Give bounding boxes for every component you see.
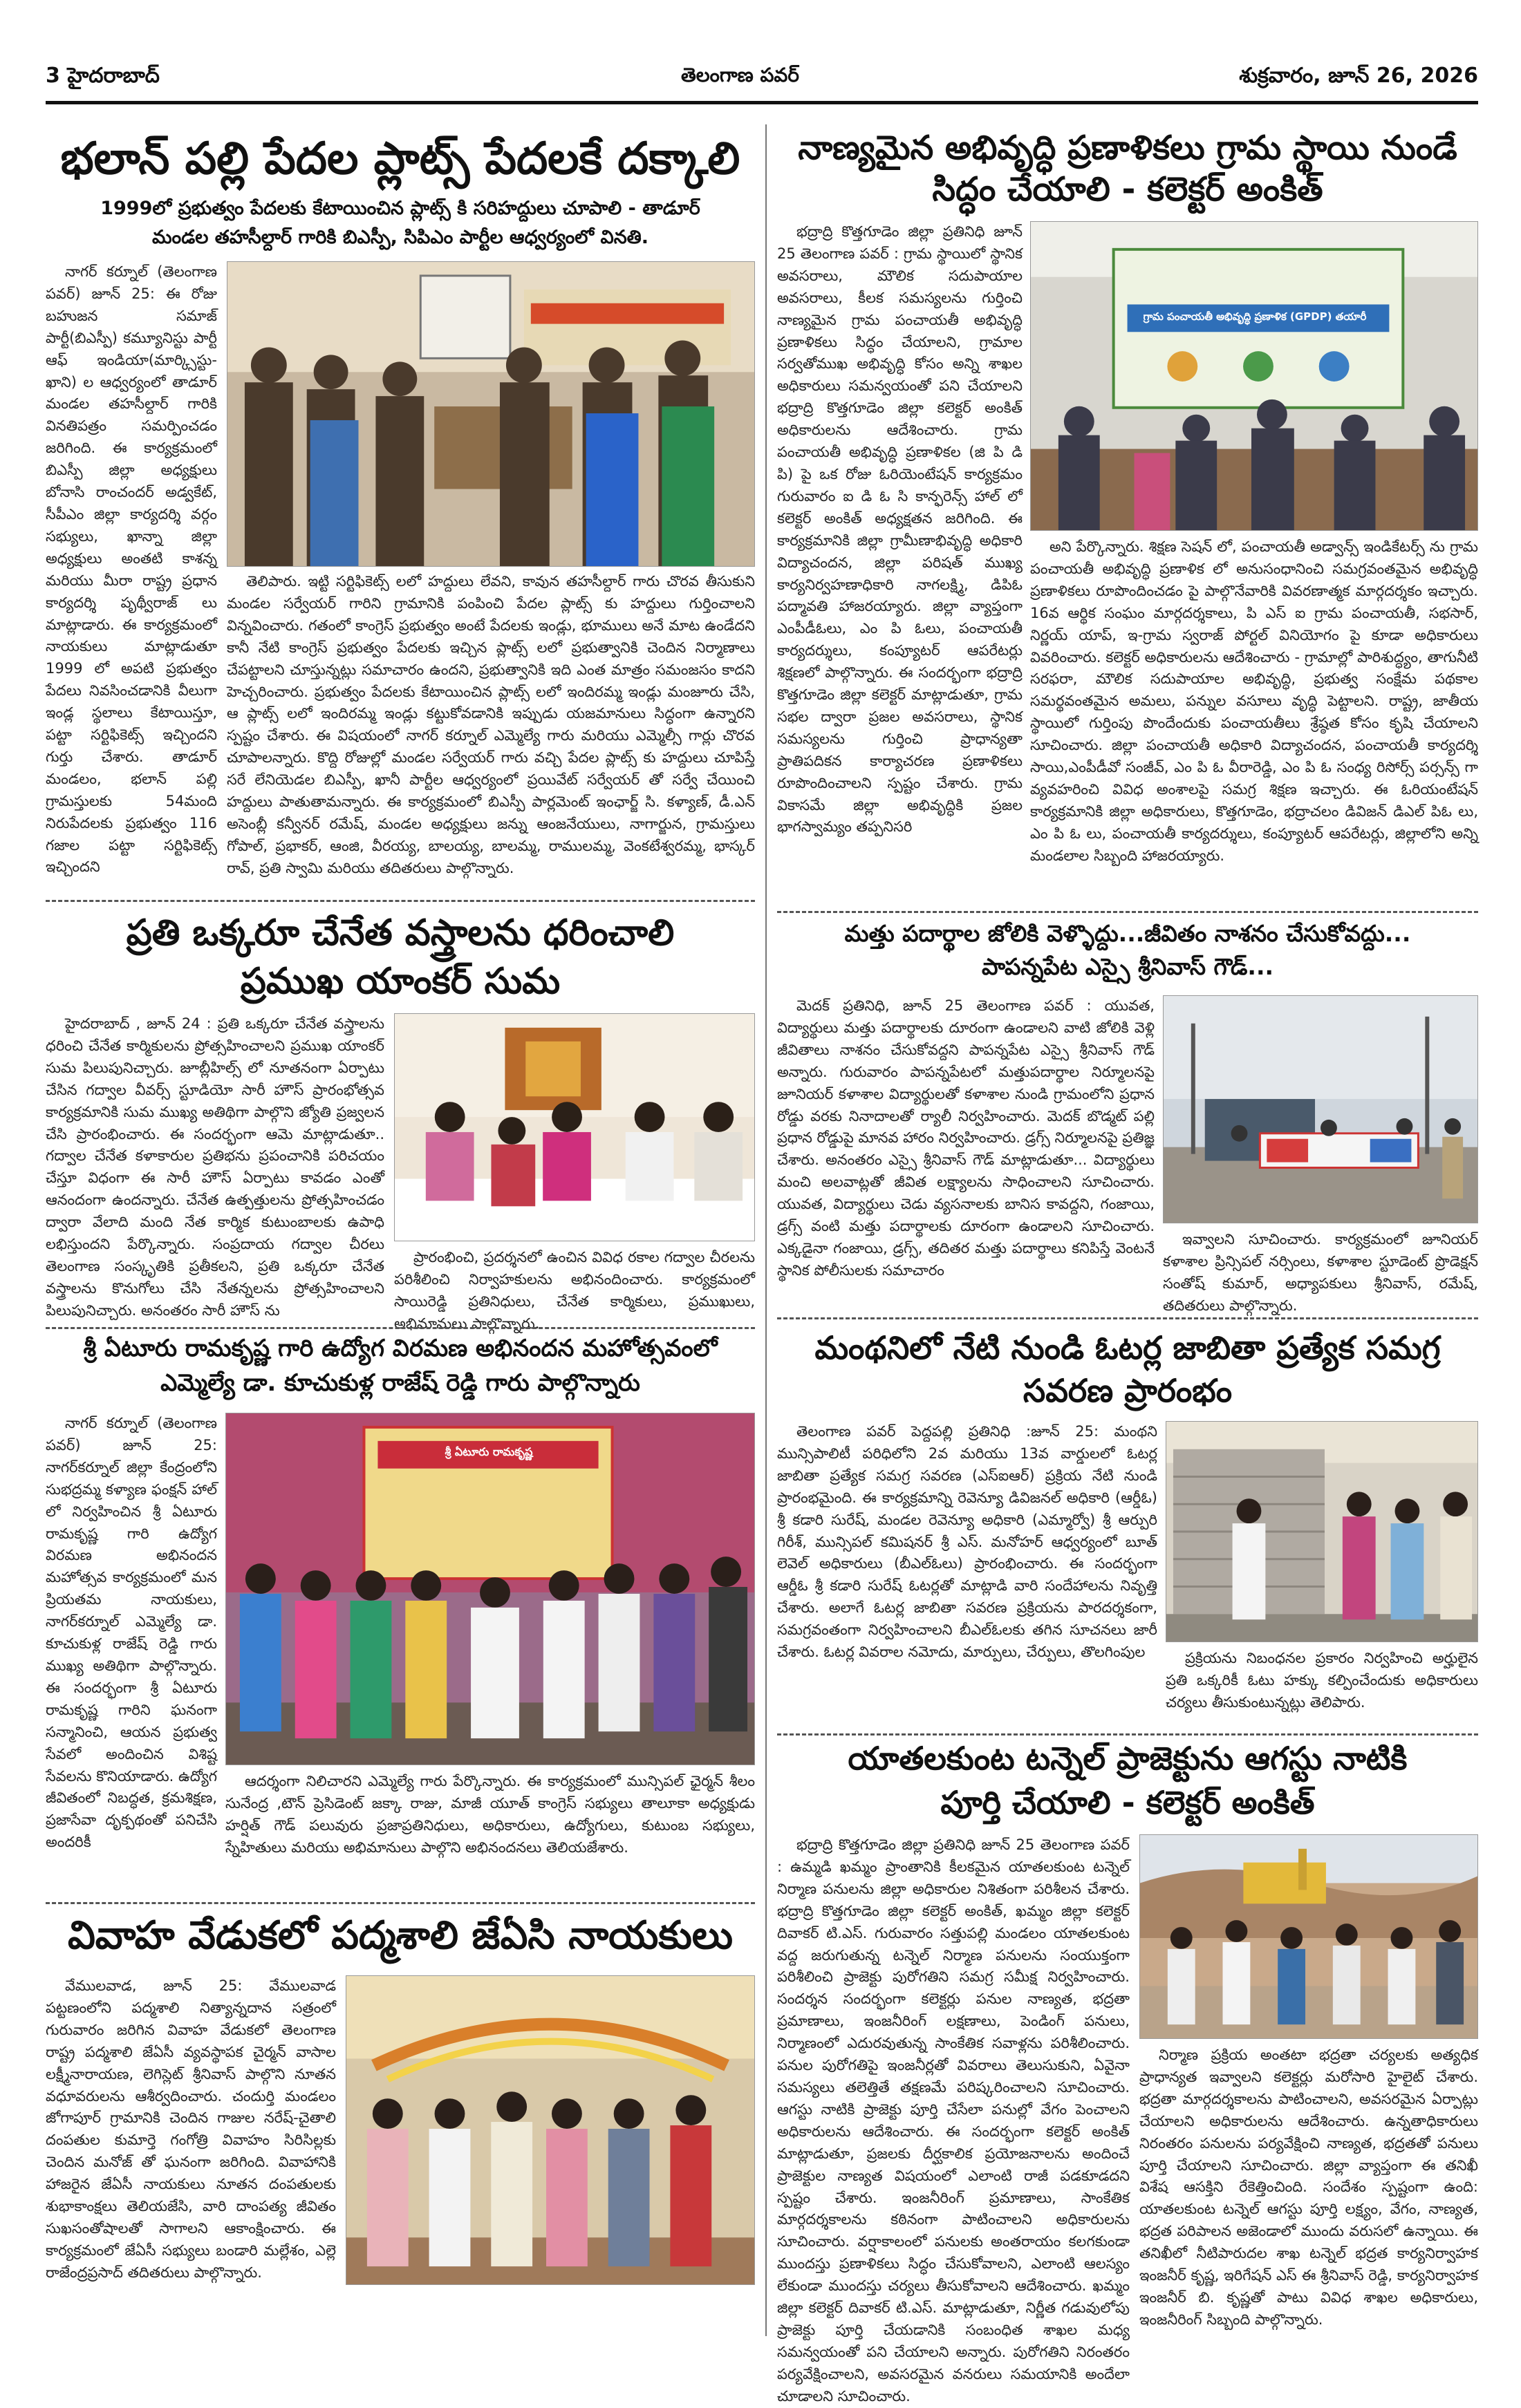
a6-col2-text: ప్రక్రియను నిబంధనల ప్రకారం నిర్వహించి అర్హులైన ప్రతి ఒక్కరికీ ఓటు హక్కు కల్పించేందుకు అధికారులు చర్యలు తీసుకుంటున్నట్లు తెలిపారు.: [1166, 1650, 1478, 1711]
a6-photo: [1166, 1421, 1478, 1642]
a5-photo: [225, 1413, 755, 1765]
a5-col2-text: ఆదర్శంగా నిలిచారని ఎమ్మెల్యే గారు పేర్కొన్నారు. ఈ కార్యక్రమంలో మున్సిపల్ ఛైర్మన్ శీలం సునేంద్ర ,టౌన్ ప్రెసిడెంట్ జక్కా రాజు, మాజీ యూత్ కాంగ్రెస్ సభ్యులు తాలూకా అధ్యక్షుడు హర్షిత్ గౌడ్ పలువురు ప్రజాప్రతినిధులు, అధికారులు, ఉద్యోగులు, కుటుంబ సభ్యులు, స్నేహితులు మరియు అభిమానులు పాల్గొని అభినందనలు తెలియజేశారు.: [225, 1773, 755, 1856]
a8-headline: వివాహ వేడుకలో పద్మశాలి జేఏసి నాయకులు: [67, 1913, 733, 1958]
masthead: తెలంగాణ పవర్: [681, 64, 799, 86]
a4-photo: [1163, 995, 1478, 1223]
a5-divider: [46, 1902, 755, 1904]
page-number-city: 3 హైదరాబాద్: [46, 64, 160, 88]
a1-subheadline-1: 1999లో ప్రభుత్వం పేదలకు కేటాయించిన ప్లాట్స్ కి సరిహద్దులు చూపాలి - తాడూర్: [100, 198, 700, 219]
a4-body-col2: [1163, 1229, 1478, 1314]
a1-photo: [227, 261, 755, 567]
a2-body-col1: [777, 221, 1023, 857]
a3-headline-1: ప్రతి ఒక్కరూ చేనేత వస్త్రాలను ధరించాలి: [126, 912, 675, 954]
a7-headline-2: పూర్తి చేయాలి - కలెక్టర్ అంకిత్: [940, 1784, 1315, 1821]
a7-col1-text: భద్రాద్రి కొత్తగూడెం జిల్లా ప్రతినిధి జూన్ 25 తెలంగాణ పవర్ : ఉమ్మడి ఖమ్మం ప్రాంతానికి కీలకమైన యాతలకుంట టన్నెల్ నిర్మాణ పనులను జిల్లా అధికారుల నిశితంగా పరిశీలన చేశారు. భద్రాద్రి కొత్తగూడెం జిల్లా కలెక్టర్ అంకిత్, ఖమ్మం జిల్లా కలెక్టర్ దివాకర్ టి.ఎస్. గురువారం సత్తుపల్లి మండలం యాతలకుంట వద్ద జరుగుతున్న టన్నెల్ నిర్మాణ పనులను సంయుక్తంగా పరిశీలించి ప్రాజెక్టు పురోగతిని సమగ్ర సమీక్ష నిర్వహించారు. సందర్శన సందర్భంగా కలెక్టర్లు పనుల నాణ్యత, భద్రతా ప్రమాణాలు, ఇంజనీరింగ్ లక్షణాలు, పెండింగ్ పనులు, నిర్మాణంలో ఎదురవుతున్న సాంకేతిక సవాళ్లను పరిశీలించారు. పనుల పురోగతిపై ఇంజనీర్లతో వివరాలు తెలుసుకుని, ఏవైనా సమస్యలు తలెత్తితే తక్షణమే పరిష్కరించాలని సూచించారు. ఆగస్టు నాటికి ప్రాజెక్టు పూర్తి చేసేలా పనుల్లో వేగం పెంచాలని అధికారులను ఆదేశించారు. ఈ సందర్భంగా కలెక్టర్ అంకిత్ మాట్లాడుతూ, ప్రజలకు దీర్ఘకాలిక ప్రయోజనాలను అందించే ప్రాజెక్టుల నాణ్యత విషయంలో ఎలాంటి రాజీ పడకూడదని స్పష్టం చేశారు. ఇంజనీరింగ్ ప్రమాణాలు, సాంకేతిక మార్గదర్శకాలను కఠినంగా పాటించాలని అధికారులను సూచించారు. వర్షాకాలంలో పనులకు అంతరాయం కలగకుండా ముందస్తు ప్రణాళికలు సిద్ధం చేసుకోవాలని, ఎలాంటి ఆలస్యం లేకుండా ముందస్తు చర్యలు తీసుకోవాలని ఆదేశించారు. ఖమ్మం జిల్లా కలెక్టర్ దివాకర్ టి.ఎస్. మాట్లాడుతూ, నిర్ణీత గడువులోపు ప్రాజెక్టు పూర్తి చేయడానికి సంబంధిత శాఖల మధ్య సమన్వయంతో పని చేయాలని అన్నారు. పురోగతిని నిరంతరం పర్యవేక్షించాలని, అవసరమైన వనరులు సమయానికి అందేలా చూడాలని సూచించారు.: [777, 1836, 1130, 2405]
a5-photo-graphic: [226, 1413, 754, 1765]
header-rule: [46, 101, 1478, 104]
a7-col2-text: నిర్మాణ ప్రక్రియ అంతటా భద్రతా చర్యలకు అత్యధిక ప్రాధాన్యత ఇవ్వాలని కలెక్టర్లు మరోసారి హైలైట్ చేశారు. భద్రతా మార్గదర్శకాలను పాటించాలని, అవసరమైన ఏర్పాట్లు చేయాలని అధికారులను ఆదేశించారు. ఉన్నతాధికారులు నిరంతరం పనులను పర్యవేక్షించి నాణ్యత, భద్రతతో పనులు పూర్తి చేయాలని సూచించారు. జిల్లా వ్యాప్తంగా ఈ తనిఖీ విశేష ఆసక్తిని రేకెత్తించింది. సందేశం స్పష్టంగా ఉంది: యాతలకుంట టన్నెల్ ఆగస్టు పూర్తి లక్ష్యం, వేగం, నాణ్యత, భద్రత పరిపాలన అజెండాలో ముందు వరుసలో ఉన్నాయి. ఈ తనిఖీలో నీటిపారుదల శాఖ టన్నెల్ భద్రత కార్యనిర్వాహక ఇంజనీర్ కృష్ణ, ఇరిగేషన్ ఎస్ ఈ శ్రీనివాస్ రెడ్డి, కార్యనిర్వాహక ఇంజనీర్ బి. కృష్ణతో పాటు వివిధ శాఖల అధికారులు, ఇంజనీరింగ్ సిబ్బంది పాల్గొన్నారు.: [1139, 2047, 1478, 2328]
a8-photo-graphic: [346, 1976, 754, 2284]
a5-col1-text: నాగర్ కర్నూల్ (తెలంగాణ పవర్) జూన్ 25: నాగర్‌కర్నూల్ జిల్లా కేంద్రంలోని సుభద్రమ్మ కళ్యాణ ఫంక్షన్ హాల్ లో నిర్వహించిన శ్రీ ఏటూరు రామకృష్ణ గారి ఉద్యోగ విరమణ అభినందన మహోత్సవ కార్యక్రమంలో మన ప్రియతమ నాయకులు, నాగర్‌కర్నూల్ ఎమ్మెల్యే డా. కూచుకుళ్ల రాజేష్ రెడ్డి గారు ముఖ్య అతిథిగా పాల్గొన్నారు. ఈ సందర్భంగా శ్రీ ఏటూరు రామకృష్ణ గారిని ఘనంగా సన్మానించి, ఆయన ప్రభుత్వ సేవలో అందించిన విశిష్ట సేవలను కొనియాడారు. ఉద్యోగ జీవితంలో నిబద్ధత, క్రమశిక్షణ, ప్రజాసేవా దృక్పథంతో పనిచేసి అందరికీ: [46, 1415, 217, 1851]
a6-divider: [777, 1733, 1478, 1736]
column-divider: [765, 124, 767, 2336]
a4-headline-2: పాపన్నపేట ఎస్సై శ్రీనివాస్ గౌడ్...: [981, 953, 1274, 980]
a8-body-col1: [46, 1975, 336, 2342]
a4-photo-graphic: [1164, 996, 1477, 1223]
a8-photo: [346, 1975, 755, 2285]
a3-col2-text: ప్రారంభించి, ప్రదర్శనలో ఉంచిన వివిధ రకాల గద్వాల చీరలను పరిశీలించి నిర్వాహకులను అభినందించారు. కార్యక్రమంలో సాయిరెడ్డి ప్రతినిధులు, చేనేత కార్మికులు, ప్రముఖులు, అభిమానులు పాల్గొన్నారు.: [394, 1249, 755, 1332]
a3-body-col1: [46, 1013, 384, 1317]
a1-body-col1: [46, 261, 217, 876]
a1-col1-text: నాగర్ కర్నూల్ (తెలంగాణ పవర్) జూన్ 25: ఈ రోజు బహుజన సమాజ్ పార్టీ(బిఎస్పీ) కమ్యూనిస్టు పార్టీ ఆఫ్ ఇండియా(మార్క్సిస్టు-ఖాని) ల ఆధ్వర్యంలో తాడూర్ మండల తహసీల్దార్ గారికి వినతిపత్రం సమర్పించడం జరిగింది. ఈ కార్యక్రమంలో బిఎస్పీ జిల్లా అధ్యక్షులు బోనాసి రాంచందర్ అడ్వకేట్, సీపీఎం జిల్లా కార్యదర్శి వర్గం సభ్యులు, ఖాన్నా జిల్లా అధ్యక్షులు అంతటి కాశన్న మరియు మీరా రాష్ట్ర ప్రధాన కార్యదర్శి పృథ్వీరాజ్ లు మాట్లాడారు. ఈ కార్యక్రమంలో నాయకులు మాట్లాడుతూ 1999 లో అపటి ప్రభుత్వం పేదలు నివసించడానికి వీలుగా ఇండ్ల స్థలాలు కేటాయిస్తూ, పట్టా సర్టిఫికెట్స్ ఇచ్చిందని గుర్తు చేశారు. తాడూర్ మండలం, భలాన్ పల్లి గ్రామస్తులకు 54మంది నిరుపేదలకు ప్రభుత్వం 116 గజాల పట్టా సర్టిఫికెట్స్ ఇచ్చిందని: [46, 263, 217, 876]
a7-body-col1: [777, 1834, 1130, 2405]
a7-body-col2: [1139, 2044, 1478, 2342]
a5-photo-banner-text: శ్రీ ఏటూరు రామకృష్ణ: [445, 1445, 533, 1458]
a3-headline-2: ప్రముఖ యాంకర్ సుమ: [240, 961, 561, 1002]
a6-photo-graphic: [1166, 1422, 1477, 1642]
a2-headline: నాణ్యమైన అభివృద్ధి ప్రణాళికలు గ్రామ స్థాయి నుండే సిద్ధం చేయాలి - కలెక్టర్ అంకిత్: [798, 129, 1457, 209]
a2-col1-text: భద్రాద్రి కొత్తగూడెం జిల్లా ప్రతినిధి జూన్ 25 తెలంగాణ పవర్ : గ్రామ స్థాయిలో స్థానిక అవసరాలు, మౌలిక సదుపాయాల అవసరాలు, కీలక సమస్యలను గుర్తించి నాణ్యమైన గ్రామ పంచాయతీ అభివృద్ధి ప్రణాళికలు సిద్ధం చేయాలని, గ్రామాల సర్వతోముఖ అభివృద్ధి కోసం అన్ని శాఖల అధికారులు సమన్వయంతో పని చేయాలని భద్రాద్రి కొత్తగూడెం జిల్లా కలెక్టర్ అంకిత్ అధికారులను ఆదేశించారు. గ్రామ పంచాయతీ అభివృద్ధి ప్రణాళికల (జి పి డి పి) పై ఒక రోజు ఓరియెంటేషన్ కార్యక్రమం గురువారం ఐ డి ఓ సి కాన్ఫరెన్స్ హాల్ లో కలెక్టర్ అంకిత్ అధ్యక్షతన జరిగింది. ఈ కార్యక్రమానికి జిల్లా గ్రామీణాభివృద్ధి అధికారి విద్యాచందన, జిల్లా పరిషత్ ముఖ్య కార్యనిర్వహణాధికారి నాగలక్ష్మి, డిపిఓ పద్మావతి హాజరయ్యారు. జిల్లా వ్యాప్తంగా ఎంపీడీఓలు, ఎం పి ఓలు, పంచాయతీ కార్యదర్శులు, కంప్యూటర్ ఆపరేటర్లు శిక్షణలో పాల్గొన్నారు. ఈ సందర్భంగా భద్రాద్రి కొత్తగూడెం జిల్లా కలెక్టర్ మాట్లాడుతూ, గ్రామ సభల ద్వారా ప్రజల అవసరాలు, స్థానిక సమస్యలను గుర్తించి ప్రాధాన్యతా ప్రాతిపదికన కార్యాచరణ ప్రణాళికలు రూపొందించాలని స్పష్టం చేశారు. గ్రామ వికాసమే జిల్లా అభివృద్ధికి ప్రజల భాగస్వామ్యం తప్పనిసరి: [777, 223, 1023, 836]
a3-body-col2: [394, 1247, 755, 1332]
a6-headline-1: మంథనిలో నేటి నుండి ఓటర్ల జాబితా ప్రత్యేక సమగ్ర: [814, 1329, 1441, 1366]
a8-col1-text: వేములవాడ, జూన్ 25: వేములవాడ పట్టణంలోని పద్మశాలి నిత్యాన్నదాన సత్రంలో గురువారం జరిగిన వివాహ వేడుకలో తెలంగాణ రాష్ట్ర పద్మశాలి జేఏసీ వ్యవస్థాపక చైర్మన్ వాసాల లక్ష్మీనారాయణ, లెగిస్లెట్ శ్రీనివాస్ పాల్గొని నూతన వధూవరులను ఆశీర్వదించారు. చందుర్తి మండలం జోగాపూర్ గ్రామానికి చెందిన గాజుల నరేష్-చైతాలి దంపతుల కుమార్తె గంగోత్రి వివాహం సిరిసిల్లకు చెందిన మనోజ్ తో ఘనంగా జరిగింది. వివాహానికి హాజరైన జేఏసీ నాయకులు నూతన దంపతులకు శుభాకాంక్షలు తెలియజేసి, వారి దాంపత్య జీవితం సుఖసంతోషాలతో సాగాలని ఆకాంక్షించారు. ఈ కార్యక్రమంలో జేఏసీ సభ్యులు బండారి మల్లేశం, ఎల్లె రాజేంద్రప్రసాద్ తదితరులు పాల్గొన్నారు.: [46, 1977, 336, 2281]
a2-photo-graphic: [1031, 222, 1477, 530]
a7-photo: [1139, 1834, 1478, 2039]
a6-body-col1: [777, 1421, 1157, 1724]
a2-photo-banner-text: గ్రామ పంచాయతీ అభివృద్ధి ప్రణాళిక (GPDP) తయారీ: [1143, 310, 1367, 323]
a3-photo: [394, 1013, 755, 1241]
a4-col1-text: మెదక్ ప్రతినిధి, జూన్ 25 తెలంగాణ పవర్ : యువత, విద్యార్థులు మత్తు పదార్థాలకు దూరంగా ఉండాలని వాటి జోలికి వెళ్లి జీవితాలు నాశనం చేసుకోవద్దని పాపన్నపేట ఎస్సై శ్రీనివాస్ గౌడ్ అన్నారు. గురువారం పాపన్నపేటలో మత్తుపదార్థాల నిర్మూలనపై జూనియర్ కళాశాల విద్యార్థులతో కళాశాల నుండి గ్రామంలోని ప్రధాన రోడ్డు వరకు నినాదాలతో ర్యాలీ నిర్వహించారు. మెదక్ బొడ్మట్ పల్లి ప్రధాన రోడ్డుపై మానవ హారం నిర్వహించారు. డ్రగ్స్ నిర్మూలనపై ప్రతిజ్ఞ చేశారు. అనంతరం ఎస్సై శ్రీనివాస్ గౌడ్ మాట్లాడుతూ... విద్యార్థులు మంచి అలవాట్లతో జీవిత లక్ష్యాలను సాధించాలని సూచించారు. యువత, విద్యార్థులు చెడు వ్యసనాలకు బానిస కావద్దని, గంజాయి, డ్రగ్స్ వంటి మత్తు పదార్థాలకు దూరంగా ఉండాలని సూచించారు. ఎక్కడైనా గంజాయి, డ్రగ్స్, తదితర మత్తు పదార్థాలు కనిపిస్తే వెంటనే స్థానిక పోలీసులకు సమాచారం: [777, 997, 1155, 1279]
a3-col1-text: హైదరాబాద్ , జూన్ 24 : ప్రతి ఒక్కరూ చేనేత వస్త్రాలను ధరించి చేనేత కార్మికులను ప్రోత్సహించాలని ప్రముఖ యాంకర్ సుమ పిలుపునిచ్చారు. జూబ్లీహిల్స్ లో నూతనంగా ఏర్పాటు చేసిన గద్వాల వీవర్స్ స్టూడియో సారీ హౌస్ ప్రారంభోత్సవ కార్యక్రమానికి సుమ ముఖ్య అతిథిగా పాల్గొని జ్యోతి ప్రజ్వలన చేసి ప్రారంభించారు. ఈ సందర్భంగా ఆమె మాట్లాడుతూ.. గద్వాల చేనేత కళాకారుల ప్రతిభను ప్రపంచానికి పరిచయం చేస్తూ విధంగా ఈ సారీ హౌస్ ఏర్పాటు కావడం ఎంతో ఆనందంగా ఉందన్నారు. చేనేత ఉత్పత్తులను ప్రోత్సహించడం ద్వారా వేలాది మంది నేత కార్మిక కుటుంబాలకు ఉపాధి లభిస్తుందని పేర్కొన్నారు. సంప్రదాయ గద్వాల చీరలు తెలంగాణ సంస్కృతికి ప్రతీకలని, ప్రతి ఒక్కరూ చేనేత వస్త్రాలను కొనుగోలు చేసి నేతన్నలను ప్రోత్సహించాలని పిలుపునిచ్చారు. అనంతరం సారీ హౌస్ ను: [46, 1015, 384, 1319]
a4-divider: [777, 1317, 1478, 1319]
a2-divider: [777, 911, 1478, 913]
a5-body-col1: [46, 1413, 217, 1890]
a4-col2-text: ఇవ్వాలని సూచించారు. కార్యక్రమంలో జూనియర్ కళాశాల ప్రిన్సిపల్ నర్సింలు, కళాశాల స్టూడెంట్ ప్రొడెక్షన్ సంతోష్ కుమార్, అధ్యాపకులు శ్రీనివాస్, రమేష్, తదితరులు పాల్గొన్నారు.: [1163, 1231, 1478, 1314]
a2-col2-text: అని పేర్కొన్నారు. శిక్షణ సెషన్ లో, పంచాయతీ అడ్వాన్స్ ఇండికేటర్స్ ను గ్రామ పంచాయతీ అభివృద్ధి ప్రణాళిక లో అనుసంధానించి సమగ్రవంతమైన అభివృద్ధి ప్రణాళికలు రూపొందించడం పై పాల్గొనేవారికి వివరణాత్మక మార్గదర్శకం ఇచ్చారు. 16వ ఆర్థిక సంఘం మార్గదర్శకాలు, పి ఎస్ ఐ గ్రామ పంచాయతీ, సభసార్, నిర్ణయ్ యాప్, ఇ-గ్రామ స్వరాజ్ పోర్టల్ వినియోగం పై కూడా అధికారులు వివరించారు. కలెక్టర్ అధికారులను ఆదేశించారు - గ్రామాల్లో పారిశుద్ధ్యం, తాగునీటి సరఫరా, మౌలిక సదుపాయాల అభివృద్ధి, ప్రభుత్వ సంక్షేమ పథకాల సమర్థవంతమైన అమలు, పన్నుల వసూలు వృద్ధి పెట్టాలని. రాష్ట్ర, జాతీయ స్థాయిలో గుర్తింపు పొందేందుకు పంచాయతీలు శ్రేష్ఠత కోసం కృషి చేయాలని సూచించారు. జిల్లా పంచాయతీ అధికారి విద్యాచందన, పంచాయతీ కార్యదర్శి సాయి,ఎంపీడీవో సంజీవ్, ఎం పి ఓ వీరారెడ్డి, ఎం పి ఓ సంధ్య రిసోర్స్ పర్సన్స్ గా వ్యవహరించి వివిధ అంశాలపై సమగ్ర శిక్షణ ఇచ్చారు. ఈ ఓరియంటేషన్ కార్యక్రమానికి జిల్లా అధికారులు, కొత్తగూడెం, భద్రాచలం డివిజన్ డిఎల్ పిఓ లు, ఎం పి ఓ లు, పంచాయతీ కార్యదర్శులు, కంప్యూటర్ ఆపరేటర్లు, జిల్లాలోని అన్ని మండలాల సిబ్బంది హాజరయ్యారు.: [1030, 538, 1478, 864]
a5-headline-2: ఎమ్మెల్యే డా. కూచుకుళ్ల రాజేష్ రెడ్డి గారు పాల్గొన్నారు: [160, 1369, 640, 1397]
a6-col1-text: తెలంగాణ పవర్ పెద్దపల్లి ప్రతినిధి :జూన్ 25: మంథని మున్సిపాలిటీ పరిధిలోని 2వ మరియు 13వ వార్డులలో ఓటర్ల జాబితా ప్రత్యేక సమగ్ర సవరణ (ఎస్ఐఆర్) ప్రక్రియ నేటి నుండి ప్రారంభమైంది. ఈ కార్యక్రమాన్ని రెవెన్యూ డివిజనల్ అధికారి (ఆర్డీఓ) శ్రీ కడారి సురేష్, మండల రెవెన్యూ అధికారి (ఎమ్మార్వో) శ్రీ ఆర్పురి గిరీశ్, మున్సిపల్ కమిషనర్ శ్రీ ఎస్. మనోహర్ ఆధ్వర్యంలో బూత్ లెవెల్ అధికారులు (బీఎల్ఓలు) ప్రారంభించారు. ఈ సందర్భంగా ఆర్డీఓ శ్రీ కడారి సురేష్ ఓటర్లతో మాట్లాడి వారి సందేహాలను నివృత్తి చేశారు. అలాగే ఓటర్ల జాబితా సవరణ ప్రక్రియను పారదర్శకంగా, సమగ్రవంతంగా నిర్వహించాలని బీఎల్ఓలకు తగిన సూచనలు జారీ చేశారు. ఓటర్ల వివరాల నమోదు, మార్పులు, చేర్పులు, తొలగింపుల: [777, 1423, 1157, 1661]
a2-photo: [1030, 221, 1478, 531]
a4-headline-1: మత్తు పదార్థాల జోలికి వెళ్ళొద్దు...జీవితం నాశనం చేసుకోవద్దు...: [844, 920, 1411, 947]
issue-date: శుక్రవారం, జూన్ 26, 2026: [1239, 64, 1478, 88]
a7-photo-graphic: [1140, 1835, 1477, 2038]
a7-headline-1: యాతలకుంట టన్నెల్ ప్రాజెక్టును ఆగస్టు నాటికి: [848, 1740, 1408, 1777]
a6-body-col2: [1166, 1648, 1478, 1724]
a1-divider: [46, 900, 755, 902]
a4-body-col1: [777, 995, 1155, 1308]
a1-photo-graphic: [227, 262, 754, 566]
a1-headline: భలాన్ పల్లి పేదల ప్లాట్స్ పేదలకే దక్కాలి: [60, 133, 740, 185]
a5-body-col2: [225, 1771, 755, 1890]
a3-photo-graphic: [395, 1014, 754, 1241]
a1-subheadline-2: మండల తహసీల్దార్ గారికి బిఎస్పీ, సిపిఎం పార్టీల ఆధ్వర్యంలో వినతి.: [151, 227, 649, 248]
a1-body-col2: [227, 571, 755, 876]
a6-headline-2: సవరణ ప్రారంభం: [1023, 1372, 1233, 1409]
a1-col2-text: తెలిపారు. ఇట్టి సర్టిఫికెట్స్ లలో హద్దులు లేవని, కావున తహసీల్దార్ గారు చొరవ తీసుకుని మండల సర్వేయర్ గారిని గ్రామానికి పంపించి పేదల ప్లాట్స్ కు హద్దులు గుర్తించాలని విన్నవించారు. గతంలో కాంగ్రెస్ ప్రభుత్వం అంటే పేదలకు ఇండ్లు, భూములు అనే మాట ఉండేదని కానీ నేటి కాంగ్రెస్ ప్రభుత్వం పేదలకు ఇచ్చిన ప్లాట్స్ లలో ప్రభుత్వానికి చెందిన నిర్మాణాలు చేపట్టాలని చూస్తున్నట్లు సమాచారం ఉందని, ప్రభుత్వానికి ఇది ఎంత మాత్రం సమంజసం కాదని హెచ్చరించారు. ప్రభుత్వం పేదలకు కేటాయించిన ప్లాట్స్ లలో ఇందిరమ్మ ఇండ్లు మంజూరు చేసి, ఆ ప్లాట్స్ లలో ఇందిరమ్మ ఇండ్లు కట్టుకోవడానికి ఇప్పుడు యజమానులు సిద్ధంగా ఉన్నారని స్పష్టం చేశారు. ఈ విషయంలో నాగర్ కర్నూల్ ఎమ్మెల్యే గారు మరియు ఎమ్మెల్సీ గార్లు చొరవ చూపాలన్నారు. కొద్ది రోజుల్లో మండల సర్వేయర్ గారు వచ్చి పేదల ప్లాట్స్ కు హద్దులు చూపిస్తే సరే లేనియెడల బిఎస్పీ, ఖానీ పార్టీల ఆధ్వర్యంలో ప్రయివేట్ సర్వేయర్ తో సర్వే చేయించి హద్దులు పాతుతామన్నారు. ఈ కార్యక్రమంలో బిఎస్పీ పార్లమెంట్ ఇంఛార్జ్ సి. కళ్యాణ్, డీ.ఎన్ అసెంబ్లీ కన్వీనర్ రమేష్, మండల అధ్యక్షులు జన్ను ఆంజనేయులు, నాగార్జున, గ్రామస్తులు గోపాల్, ప్రభాకర్, ఆంజి, వీరయ్య, బాలయ్య, బాలమ్మ, రాములమ్మ, వెంకటేశ్వరమ్మ, భాస్కర్ రావ్, ప్రతి స్వామి మరియు తదితరులు పాల్గొన్నారు.: [227, 573, 755, 876]
a5-headline-1: శ్రీ ఏటూరు రామకృష్ణ గారి ఉద్యోగ విరమణ అభినందన మహోత్సవంలో: [83, 1335, 718, 1362]
a2-body-col2: [1030, 536, 1478, 905]
a3-divider: [46, 1327, 755, 1329]
